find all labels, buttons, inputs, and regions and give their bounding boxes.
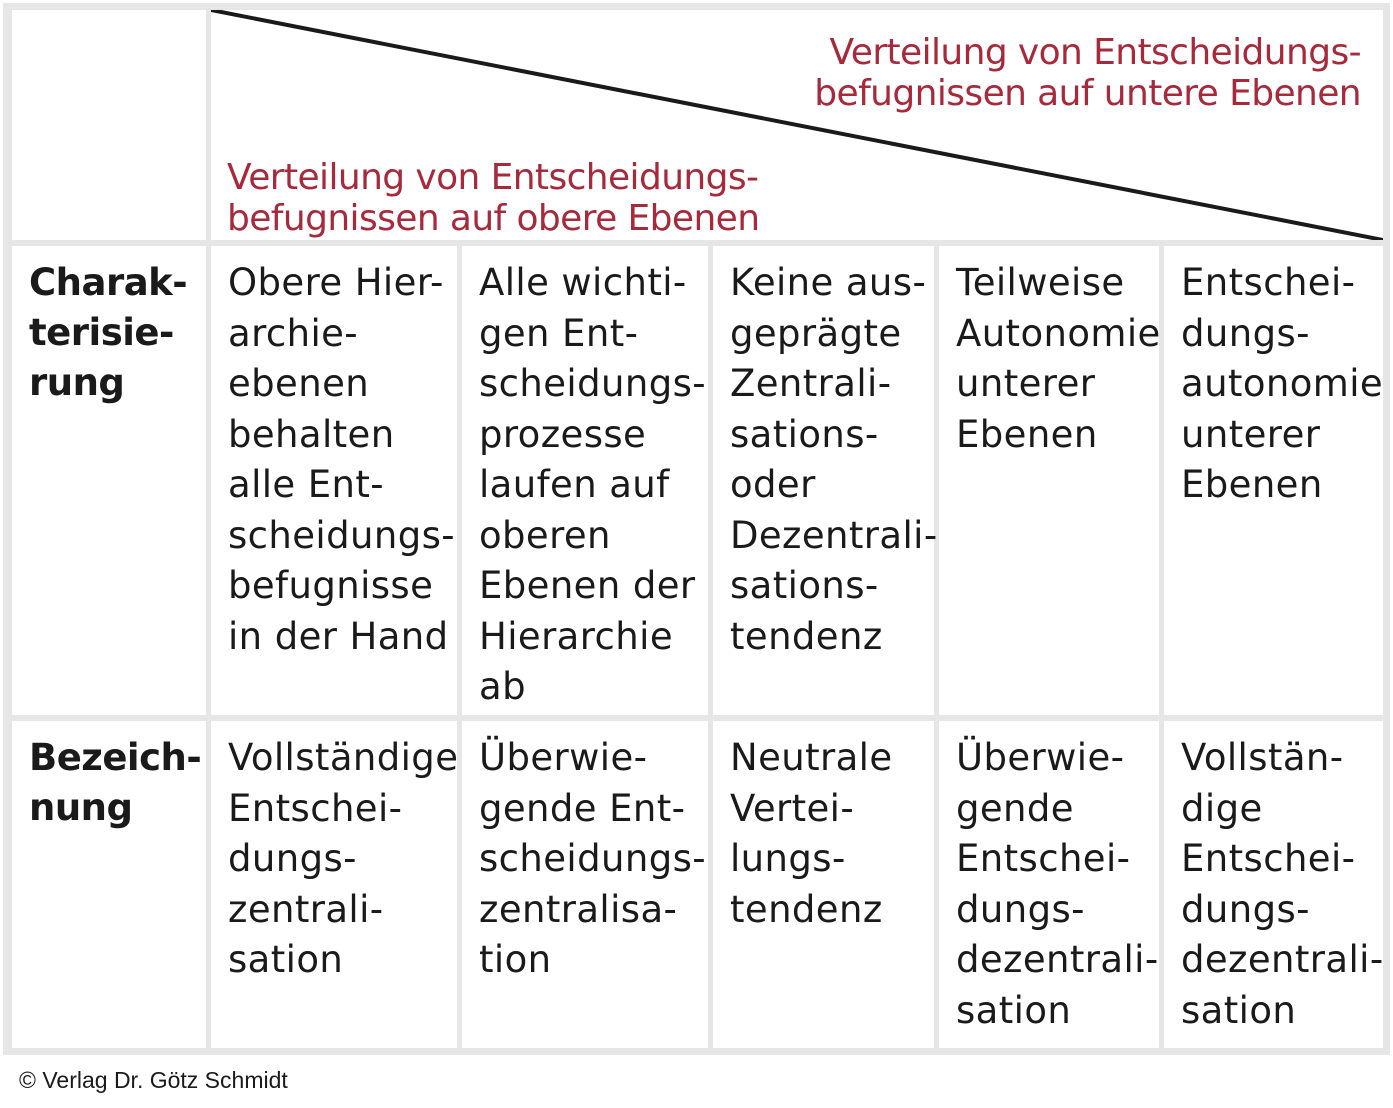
row-label-cell — [12, 721, 206, 1048]
table-cell — [211, 721, 457, 1048]
cell-text: Vollstän- dige Entschei- dungs- dezentrali- sation — [1181, 736, 1384, 1032]
cell-text: Neutrale Vertei- lungs- tendenz — [730, 736, 893, 931]
row-label-designation: Bezeich- nung — [29, 736, 202, 829]
cell-text: Keine aus- geprägte Zentrali- sations- oder Dezentrali- sations- tendenz — [730, 261, 938, 658]
table-cell — [713, 246, 938, 715]
table-cell — [1164, 246, 1383, 715]
cell-text: Vollständige Entschei- dungs- zentrali- sation — [228, 736, 459, 981]
table-cell — [939, 246, 1159, 715]
table-cell — [211, 246, 457, 715]
copyright-credit: © Verlag Dr. Götz Schmidt — [19, 1067, 288, 1093]
cell-text: Obere Hier- archie- ebenen behalten alle Ent- scheidungs- befugnisse in der Hand — [228, 261, 456, 658]
cell-text: Überwie- gende Ent- scheidungs- zentralisa- tion — [479, 736, 707, 981]
table-cell — [462, 721, 708, 1048]
header-label-upper-levels: Verteilung von Entscheidungs- befugnissen auf obere Ebenen — [227, 157, 760, 239]
cell-text: Teilweise Autonomie unterer Ebenen — [956, 261, 1161, 456]
row-label-cell — [12, 246, 206, 715]
table-frame — [3, 3, 1390, 1055]
table-cell — [462, 246, 708, 715]
header-cell — [211, 10, 1383, 240]
corner-cell — [12, 10, 206, 240]
row-label-characterization: Charak- terisie- rung — [29, 261, 188, 404]
cell-text: Entschei- dungs- autonomie unterer Ebenen — [1181, 261, 1384, 506]
cell-text: Alle wichti- gen Ent- scheidungs- prozesse laufen auf oberen Ebenen der Hierarchie ab — [479, 261, 707, 708]
cell-text: Überwie- gende Entschei- dungs- dezentrali- sation — [956, 736, 1159, 1032]
table-cell — [939, 721, 1159, 1048]
header-label-lower-levels: Verteilung von Entscheidungs- befugnissen auf untere Ebenen — [814, 32, 1361, 114]
table-cell — [1164, 721, 1383, 1048]
table-cell — [713, 721, 934, 1048]
